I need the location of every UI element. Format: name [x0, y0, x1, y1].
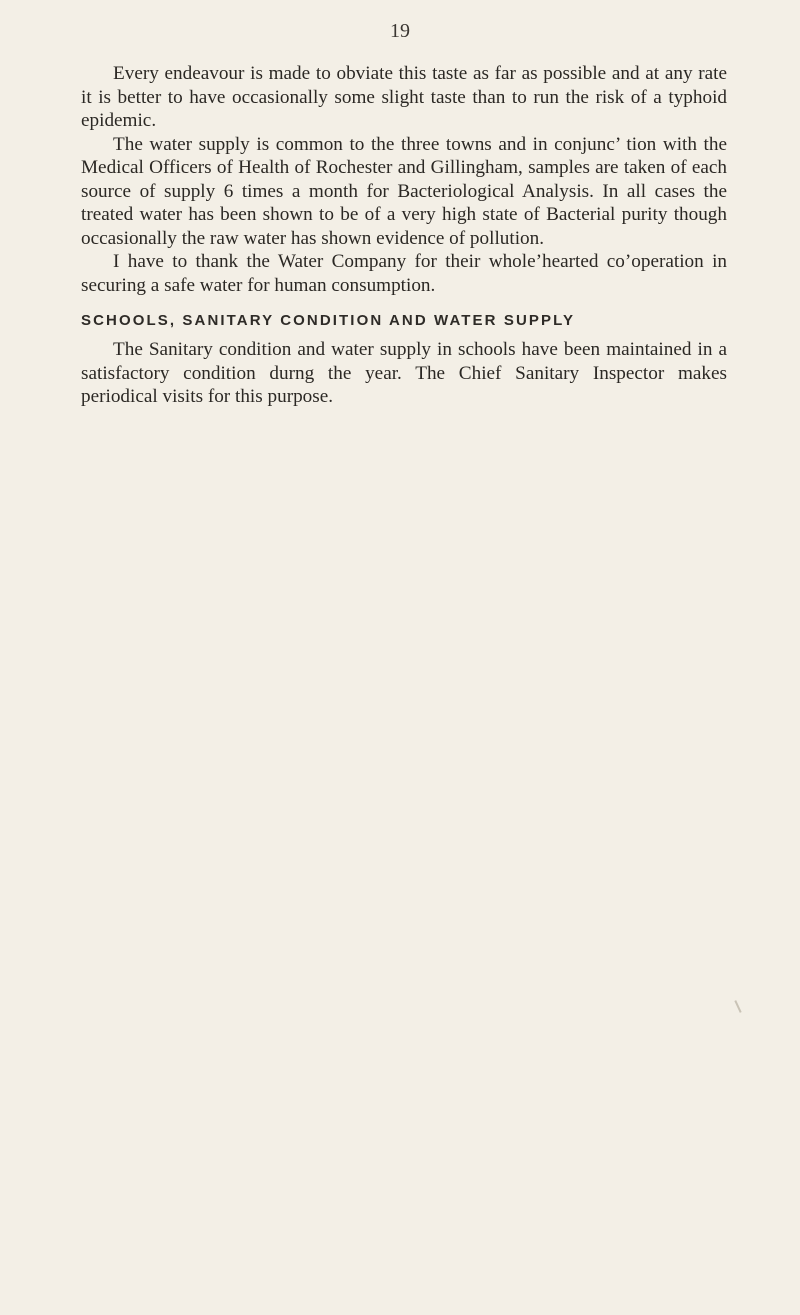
- paragraph-schools: The Sanitary condition and water supply in schools have been maintained in a satisfactory condition durng the year. The Chief Sanitary Inspector makes periodical visits for this purpose.: [81, 339, 727, 407]
- page-number: 19: [390, 20, 410, 42]
- paragraph-water-supply: The water supply is common to the three towns and in conjunc’ tion with the Medical Officers of Health of Rochester and Gillingham, samples are taken of each source of supply 6 times a month for Bacteriological Analysis. In all cases the treated water has been shown to be of a very high state of Bacterial purity though occasionally the raw water has shown evidence of pollution.: [81, 133, 727, 249]
- paragraph-taste: Every endeavour is made to obviate this taste as far as possible and at any rate it is better to have occasionally some slight taste than to run the risk of a typhoid epidemic.: [81, 63, 727, 131]
- body-text: [81, 62, 727, 409]
- paragraph-thanks: I have to thank the Water Company for their whole’hearted co’operation in securing a safe water for human consumption.: [81, 251, 727, 296]
- paper-mark: [734, 1000, 741, 1013]
- section-heading-schools: SCHOOLS, SANITARY CONDITION AND WATER SUPPLY: [81, 312, 576, 329]
